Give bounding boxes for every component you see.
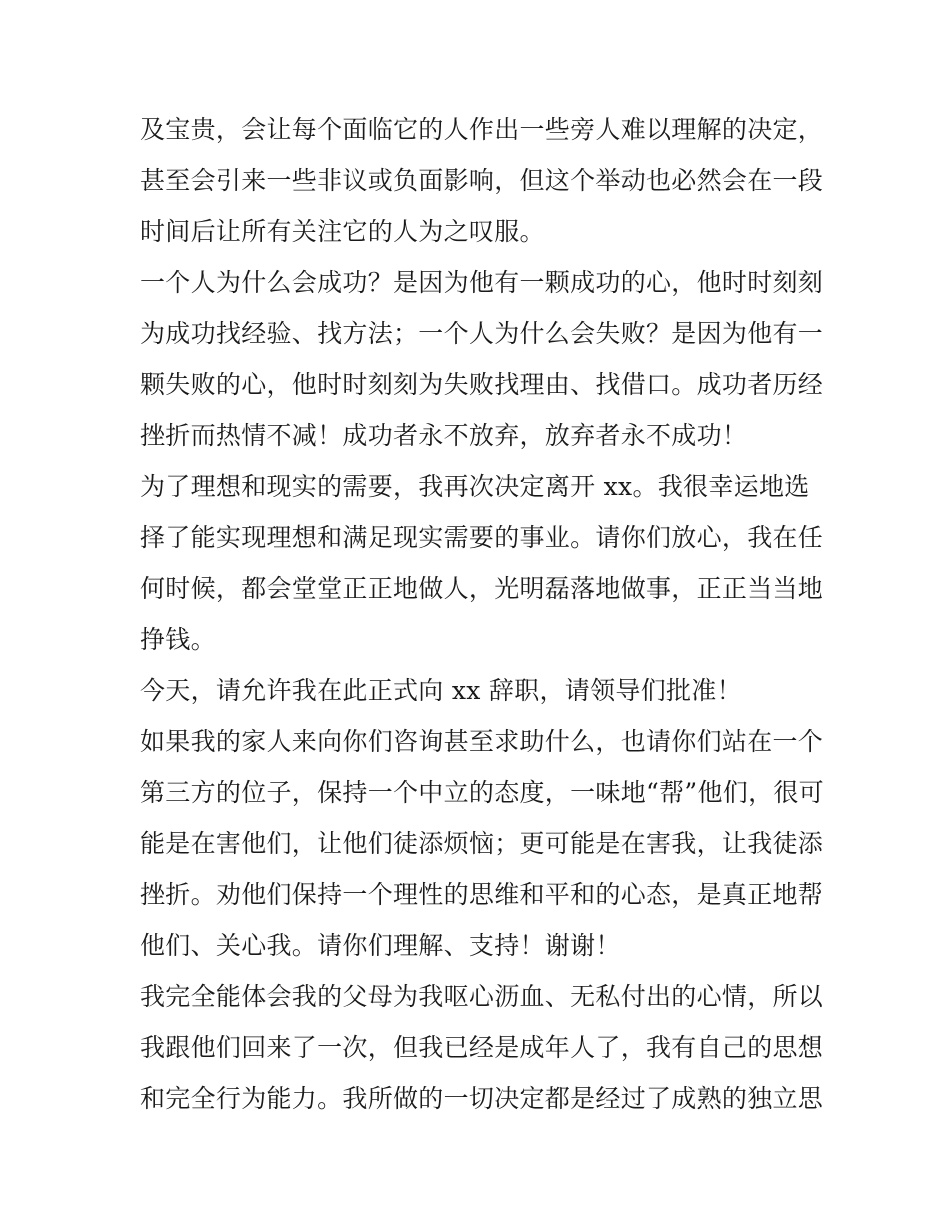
- text-line: 一个人为什么会成功？是因为他有一颗成功的心，他时时刻刻: [140, 268, 824, 297]
- text-line: 挫折。劝他们保持一个理性的思维和平和的心态，是真正地帮: [140, 880, 824, 909]
- text-line: 他们、关心我。请你们理解、支持！谢谢！: [140, 931, 621, 960]
- text-line: 为了理想和现实的需要，我再次决定离开 xx。我很幸运地选: [140, 472, 810, 501]
- text-line: 挣钱。: [140, 625, 216, 654]
- text-line: 第三方的位子，保持一个中立的态度，一味地“帮”他们，很可: [140, 778, 824, 807]
- text-line: 何时候，都会堂堂正正地做人，光明磊落地做事，正正当当地: [140, 574, 824, 603]
- text-line: 能是在害他们，让他们徒添烦恼；更可能是在害我，让我徒添: [140, 829, 824, 858]
- text-line: 我跟他们回来了一次，但我已经是成年人了，我有自己的思想: [140, 1033, 824, 1062]
- text-line: 挫折而热情不减！成功者永不放弃，放弃者永不成功！: [140, 421, 748, 450]
- text-line: 为成功找经验、找方法；一个人为什么会失败？是因为他有一: [140, 319, 824, 348]
- text-line: 甚至会引来一些非议或负面影响，但这个举动也必然会在一段: [140, 166, 824, 195]
- document-body: [140, 104, 824, 1124]
- text-line: 颗失败的心，他时时刻刻为失败找理由、找借口。成功者历经: [140, 370, 824, 399]
- text-line: 时间后让所有关注它的人为之叹服。: [140, 217, 545, 246]
- text-line: 今天，请允许我在此正式向 xx 辞职，请领导们批准！: [140, 676, 742, 705]
- text-line: 及宝贵，会让每个面临它的人作出一些旁人难以理解的决定，: [140, 115, 824, 144]
- text-line: 我完全能体会我的父母为我呕心沥血、无私付出的心情，所以: [140, 982, 824, 1011]
- text-line: 和完全行为能力。我所做的一切决定都是经过了成熟的独立思: [140, 1084, 824, 1113]
- text-line: 择了能实现理想和满足现实需要的事业。请你们放心，我在任: [140, 523, 824, 552]
- text-line: 如果我的家人来向你们咨询甚至求助什么，也请你们站在一个: [140, 727, 824, 756]
